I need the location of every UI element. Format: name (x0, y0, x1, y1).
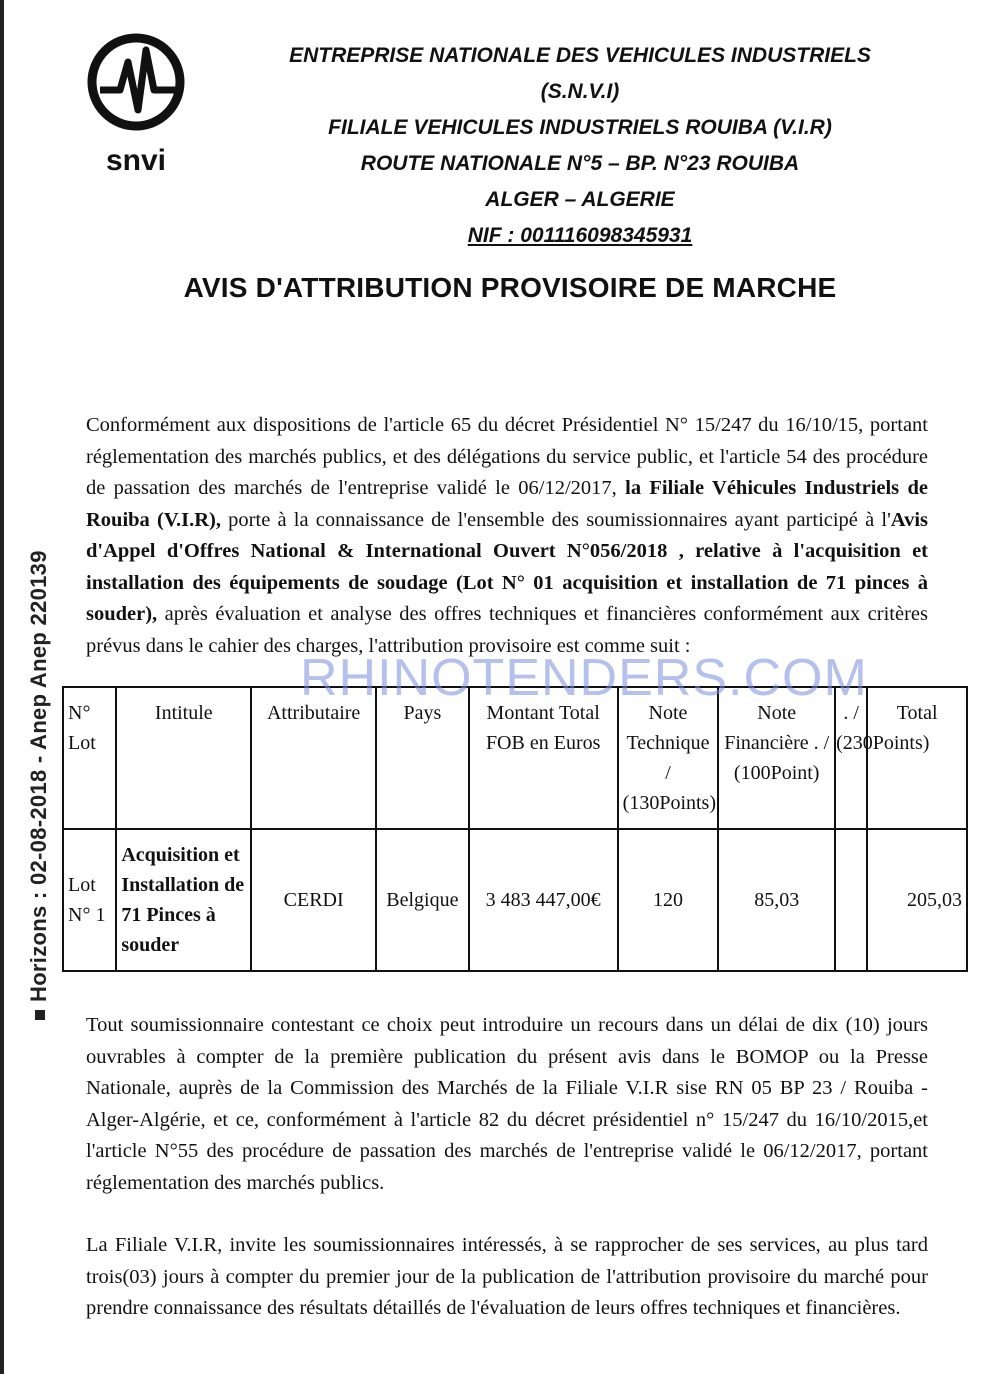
header-note-technique: Note Technique / (130Points) (618, 687, 719, 829)
header-address: ROUTE NATIONALE N°5 – BP. N°23 ROUIBA (360, 152, 800, 175)
company-header (280, 38, 880, 254)
header-points: . / (230Points) (835, 687, 867, 829)
table-row (63, 829, 967, 971)
publication-side-label: Horizons : 02-08-2018 - Anep Anep 220139 (26, 550, 52, 1020)
header-pays: Pays (376, 687, 469, 829)
table-header-row (63, 687, 967, 829)
snvi-logo-icon (86, 28, 190, 178)
cell-intitule: Acquisition et Installation de 71 Pinces à souder (116, 829, 251, 971)
cell-total: 205,03 (867, 829, 967, 971)
recours-paragraph: Tout soumissionnaire contestant ce choix peut introduire un recours dans un délai de dix (10) jours ouvrables à compter de la première publication du présent avis dans le BOMOP ou la Presse Nationale, auprès de la Commission des Marchés de la Filiale V.I.R sise RN 05 BP 23 / Rouiba - Alger-Algérie, et ce, conformément à l'article 82 du décret présidentiel n° 15/247 du 16/10/2015,et l'article N°55 des procédure de passation des marchés de l'entreprise validé le 06/12/2017, portant réglementation des marchés publics. (86, 1014, 928, 1194)
cell-points-spacer (835, 829, 867, 971)
cell-pays: Belgique (376, 829, 469, 971)
svg-text:snvi: snvi (105, 144, 167, 177)
header-city: ALGER – ALGERIE (485, 188, 675, 211)
cell-note-technique: 120 (618, 829, 719, 971)
header-total: Total (867, 687, 967, 829)
header-note-financiere: Note Financière . / (100Point) (718, 687, 835, 829)
header-nif: NIF : 001116098345931 (467, 224, 693, 247)
invitation-paragraph: La Filiale V.I.R, invite les soumissionnaires intéressés, à se rapprocher de ses services, au plus tard trois(03) jours à compter du premier jour de la publication de l'attribution provisoire du marché pour prendre connaissance des résultats détaillés de l'évaluation de leurs offres techniques et financières. (86, 1234, 928, 1319)
cell-lot: Lot N° 1 (63, 829, 116, 971)
bullet-icon (35, 1010, 45, 1020)
cell-attributaire: CERDI (251, 829, 376, 971)
watermark: RHINOTENDERS.COM (300, 649, 868, 707)
cell-note-financiere: 85,03 (718, 829, 835, 971)
header-intitule: Intitule (116, 687, 251, 829)
header-subsidiary: FILIALE VEHICULES INDUSTRIELS ROUIBA (V.I.R) (328, 116, 832, 139)
header-attributaire: Attributaire (251, 687, 376, 829)
attribution-table (62, 686, 968, 972)
header-lot: N° Lot (63, 687, 116, 829)
header-montant: Montant Total FOB en Euros (469, 687, 618, 829)
side-band (4, 0, 51, 1374)
intro-paragraph: Conformément aux dispositions de l'article 65 du décret Présidentiel N° 15/247 du 16/10/15, portant réglementation des marchés publics, et des délégations du service public, et l'article 54 des procédure de passation des marchés de l'entreprise validé le 06/12/2017, la Filiale Véhicules Industriels de Rouiba (V.I.R), porte à la connaissance de l'ensemble des soumissionnaires ayant participé à l'Avis d'Appel d'Offres National & International Ouvert N°056/2018 , relative à l'acquisition et installation des équipements de soudage (Lot N° 01 acquisition et installation de 71 pinces à souder), après évaluation et analyse des offres techniques et financières conformément aux critères prévus dans le cahier des charges, l'attribution provisoire est comme suit : (86, 414, 929, 657)
notice-title: AVIS D'ATTRIBUTION PROVISOIRE DE MARCHE (183, 272, 837, 303)
cell-montant: 3 483 447,00€ (469, 829, 618, 971)
header-company-name: ENTREPRISE NATIONALE DES VEHICULES INDUSTRIELS (S.N.V.I) (289, 44, 871, 103)
